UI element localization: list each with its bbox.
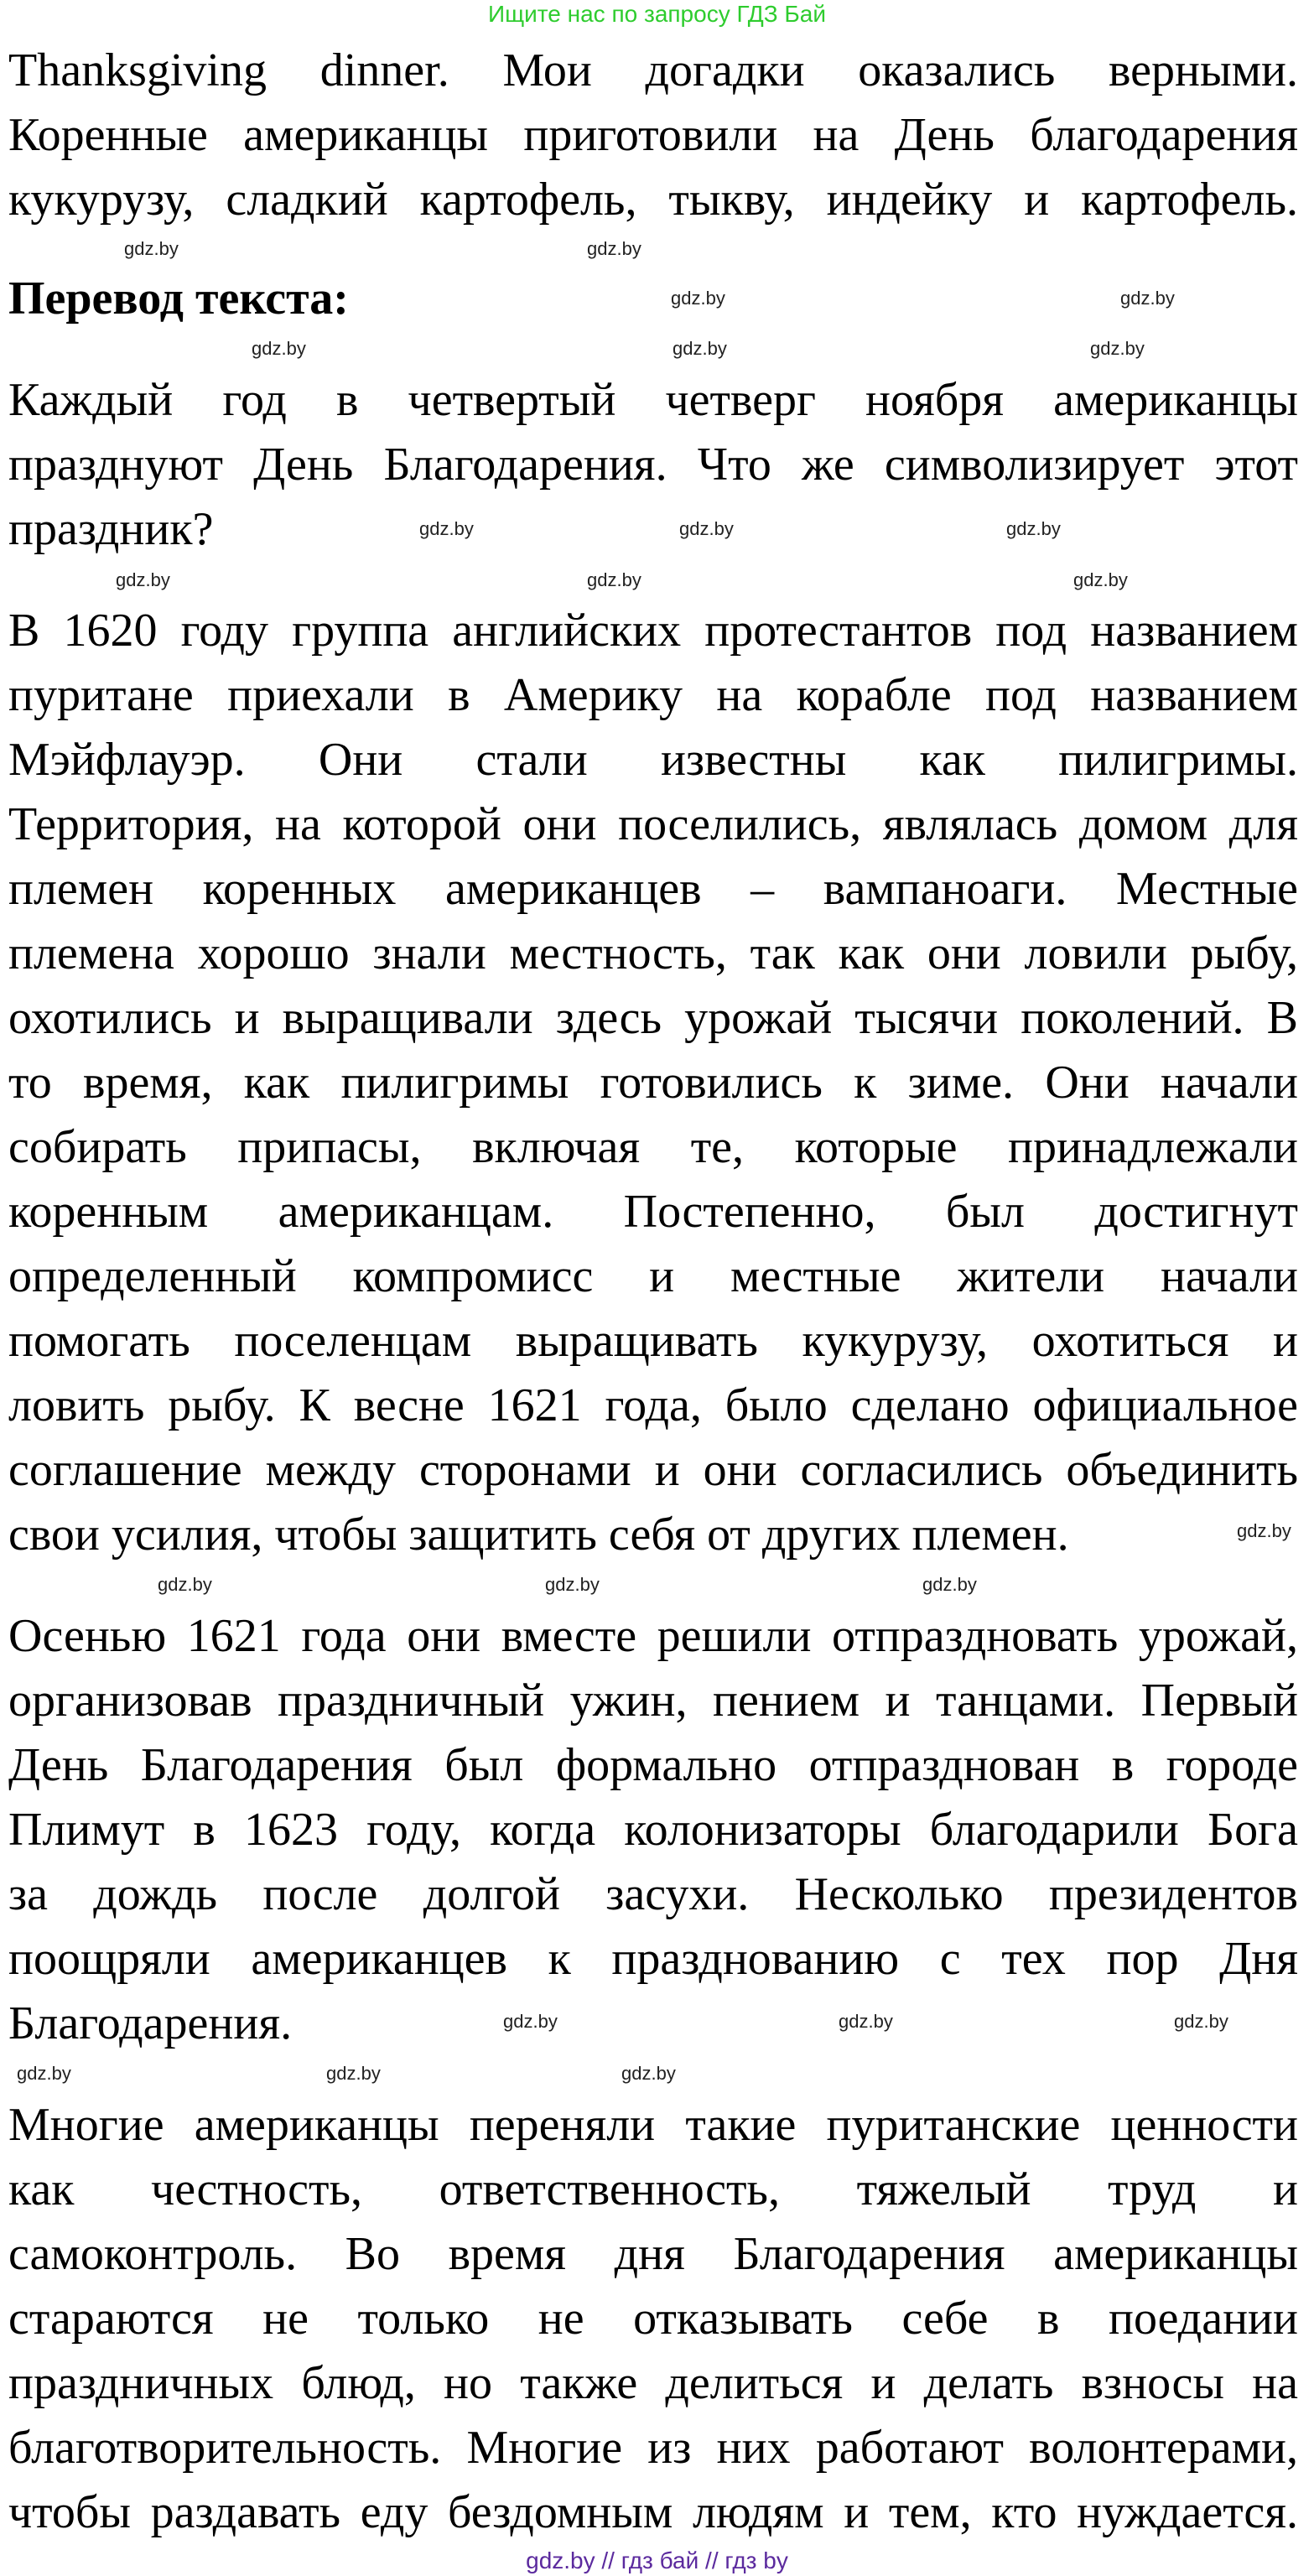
text-line: День Благодарения был формально отпразднован в городе	[8, 1739, 1298, 1791]
text-line: Осенью 1621 года они вместе решили отпраздновать урожай,	[8, 1610, 1298, 1662]
text-line: Территория, на которой они поселились, являлась домом для	[8, 798, 1298, 850]
text-line: Каждый год в четвертый четверг ноября американцы	[8, 374, 1298, 426]
paragraph-3	[8, 1604, 1298, 2056]
text-line: определенный компромисс и местные жители начали	[8, 1250, 1298, 1302]
text-line: самоконтроль. Во время дня Благодарения американцы	[8, 2228, 1298, 2280]
text-line: В 1620 году группа английских протестантов под названием	[8, 605, 1298, 657]
watermark: gdz.by	[587, 238, 641, 259]
text-line: свои усилия, чтобы защитить себя от других племен.	[8, 1509, 1069, 1561]
text-line: благотворительность. Многие из них работают волонтерами,	[8, 2422, 1298, 2474]
intro-paragraph	[8, 39, 1298, 232]
watermark: gdz.by	[1120, 288, 1175, 309]
watermark: gdz.by	[621, 2063, 676, 2084]
text-line: охотились и выращивали здесь урожай тысячи поколений. В	[8, 992, 1298, 1044]
text-line: стараются не только не отказывать себе в поедании	[8, 2293, 1298, 2345]
text-line: праздник?	[8, 503, 214, 555]
watermark: gdz.by	[1090, 338, 1145, 359]
watermark: gdz.by	[671, 288, 725, 309]
watermark: gdz.by	[158, 1574, 212, 1595]
watermark: gdz.by	[124, 238, 179, 259]
watermark: gdz.by	[503, 2011, 558, 2032]
text-line: Плимут в 1623 году, когда колонизаторы благодарили Бога	[8, 1804, 1298, 1856]
paragraph-4	[8, 2093, 1298, 2545]
text-line: соглашение между сторонами и они согласились объединить	[8, 1444, 1298, 1496]
text-line: племена хорошо знали местность, так как они ловили рыбу,	[8, 927, 1298, 979]
watermark: gdz.by	[587, 569, 641, 590]
document-body	[8, 39, 1298, 2545]
watermark: gdz.by	[679, 518, 734, 539]
text-line: Коренные американцы приготовили на День благодарения	[8, 109, 1298, 161]
text-line: то время, как пилигримы готовились к зиме. Они начали	[8, 1057, 1298, 1109]
footer-links: gdz.by // гдз бай // гдз by	[526, 2547, 788, 2573]
text-line: организовав праздничный ужин, пением и танцами. Первый	[8, 1675, 1298, 1727]
watermark: gdz.by	[1006, 518, 1061, 539]
text-line: помогать поселенцам выращивать кукурузу, охотиться и	[8, 1315, 1298, 1367]
watermark: gdz.by	[839, 2011, 893, 2032]
watermark: gdz.by	[419, 518, 474, 539]
paragraph-2	[8, 599, 1298, 1567]
section-heading: Перевод текста:	[8, 273, 349, 325]
text-line: племен коренных американцев – вампаноаги. Местные	[8, 863, 1298, 915]
watermark: gdz.by	[673, 338, 727, 359]
watermark: gdz.by	[1237, 1520, 1291, 1541]
watermark: gdz.by	[1073, 569, 1128, 590]
text-line: празднуют День Благодарения. Что же символизирует этот	[8, 439, 1298, 491]
text-line: Благодарения.	[8, 1997, 293, 2049]
text-line: коренным американцам. Постепенно, был достигнут	[8, 1186, 1298, 1238]
text-line: поощряли американцев к празднованию с тех пор Дня	[8, 1933, 1298, 1985]
text-line: Многие американцы переняли такие пуританские ценности	[8, 2099, 1298, 2151]
watermark: gdz.by	[17, 2063, 71, 2084]
search-hint-banner: Ищите нас по запросу ГДЗ Бай	[487, 1, 827, 27]
text-line: собирать припасы, включая те, которые принадлежали	[8, 1121, 1298, 1173]
watermark: gdz.by	[545, 1574, 600, 1595]
text-line: пуритане приехали в Америку на корабле под названием	[8, 669, 1298, 721]
text-line: чтобы раздавать еду бездомным людям и тем, кто нуждается.	[8, 2486, 1298, 2538]
watermark: gdz.by	[1174, 2011, 1228, 2032]
paragraph-1	[8, 368, 1298, 562]
watermark: gdz.by	[922, 1574, 977, 1595]
watermark: gdz.by	[252, 338, 306, 359]
text-line: праздничных блюд, но также делиться и делать взносы на	[8, 2357, 1298, 2409]
text-line: кукурузу, сладкий картофель, тыкву, индейку и картофель.	[8, 174, 1298, 226]
text-line: как честность, ответственность, тяжелый труд и	[8, 2163, 1298, 2215]
text-line: Thanksgiving dinner. Мои догадки оказались верными.	[8, 44, 1298, 96]
text-line: ловить рыбу. К весне 1621 года, было сделано официальное	[8, 1379, 1298, 1431]
text-line: за дождь после долгой засухи. Несколько президентов	[8, 1868, 1298, 1920]
watermark: gdz.by	[326, 2063, 381, 2084]
watermark: gdz.by	[116, 569, 170, 590]
text-line: Мэйфлауэр. Они стали известны как пилигримы.	[8, 734, 1298, 786]
